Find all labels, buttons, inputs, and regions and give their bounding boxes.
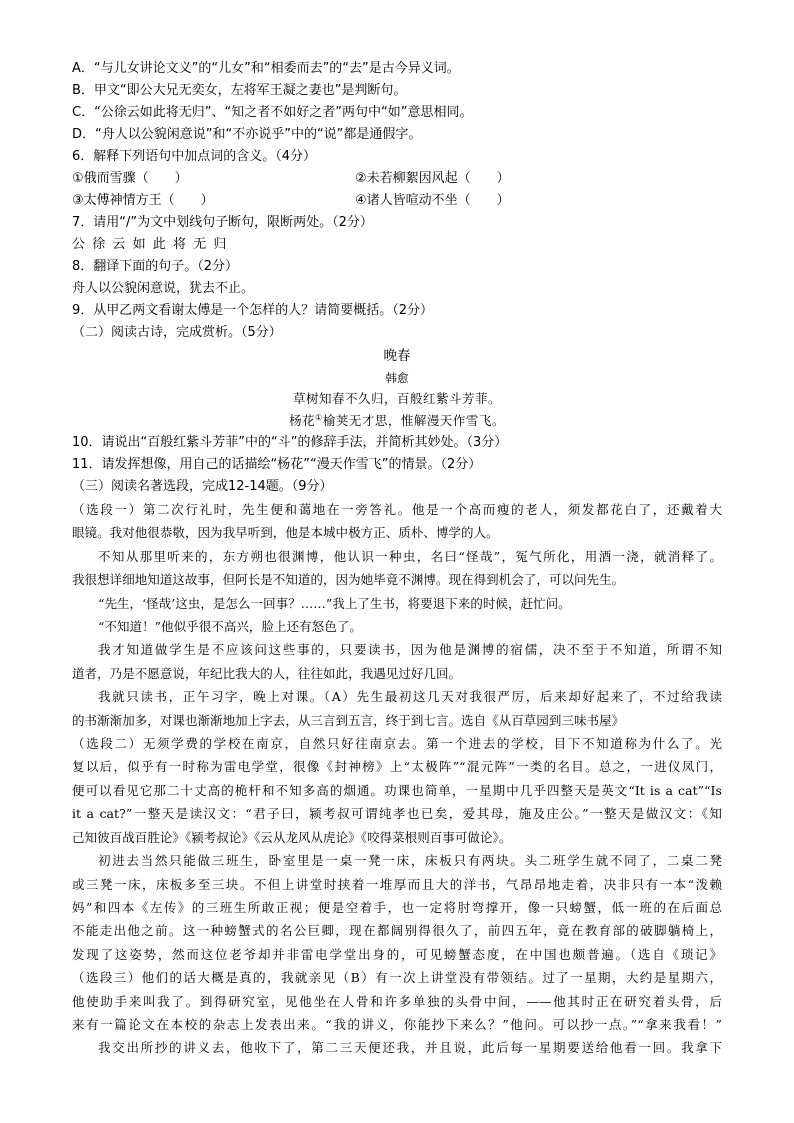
footnote-marker: ①	[315, 412, 323, 422]
passage-line: 道者，乃是不愿意说，年纪比我大的人，往往如此，我遇见过好几回。	[72, 665, 462, 681]
passage-line: 或三凳一床，床板多至三块。不但上讲堂时挟着一堆厚而且大的洋书，气昂昂地走着，决非只有一本“泼赖	[72, 876, 722, 892]
passage-line: 己知彼百战百胜论》《颍考叔论》《云从龙风从虎论》《咬得菜根则百事可做论》。	[72, 829, 512, 845]
exam-page	[72, 58, 722, 1060]
poem-line-1: 草树知春不久归，百般红紫斗芳菲。	[292, 391, 501, 406]
passage-line: 我交出所抄的讲义去，他收下了，第二三天便还我，并且说，此后每一星期要送给他看一回。我拿下	[98, 1040, 722, 1056]
question-8: 8．翻译下面的句子。（2分）	[72, 259, 239, 274]
passage-line: 便可以看见它那二十丈高的桅杆和不知多高的烟通。功课也简单，一星期中几乎四整天是英文“It is a cat”“Is	[72, 782, 722, 798]
q6-item-4: ④诸人皆喧动不坐（ ）	[355, 193, 510, 208]
passage-line: “先生，‘怪哉’这虫，是怎么一回事？……”我上了生书，将要退下来的时候，赶忙问。	[98, 595, 571, 611]
question-7-sentence: 公徐云如此将无归	[72, 237, 234, 252]
passage-line: （选段一）第二次行礼时，先生便和蔼地在一旁答礼。他是一个高而瘦的老人，须发都花白了，还戴着大	[72, 502, 722, 517]
section-2-heading: （二）阅读古诗，完成赏析。（5分）	[72, 325, 282, 340]
passage-line: 初进去当然只能做三班生，卧室里是一桌一凳一床，床板只有两块。头二班学生就不同了，二桌二凳	[98, 853, 722, 869]
poem-line-2-pre: 杨花	[289, 413, 316, 428]
passage-line: （选段三）他们的话大概是真的，我就亲见（B）有一次上讲堂没有带领结。过了一星期，大约是星期六，	[72, 970, 722, 986]
passage-line: 我很想详细地知道这故事，但阿长是不知道的，因为她毕竟不渊博。现在得到机会了，可以问先生。	[72, 572, 625, 588]
question-6: 6．解释下列语句中加点词的含义。（4分）	[72, 149, 317, 164]
passage-line: 复以后，似乎有一时称为雷电学堂，很像《封神榜》上“太极阵”“混元阵”一类的名目。总之，一进仪凤门，	[72, 759, 722, 775]
question-6-items-row1	[72, 168, 722, 190]
passage-line: 我就只读书，正午习字，晚上对课。（A）先生最初这几天对我很严厉，后来却好起来了，不过给我读	[98, 689, 722, 705]
question-10: 10．请说出“百般红紫斗芳菲”中的“斗”的修辞手法，并简析其妙处。（3分）	[72, 435, 508, 450]
passage-line: 的书渐渐加多，对课也渐渐地加上字去，从三言到五言，终于到七言。选自《从百草园到三味书屋》	[72, 712, 625, 728]
passage-line: 妈”和四本《左传》的三班生所敢正视；便是空着手，也一定将肘弯撑开，像一只螃蟹，低一班的在后面总	[72, 899, 722, 915]
q6-item-1: ①俄而雪骤（ ）	[72, 171, 188, 186]
question-8-sentence: 舟人以公貌闲意说，犹去不止。	[72, 281, 255, 296]
question-6-items-row2	[72, 190, 722, 212]
option-c: C．“公徐云如此将无归”、“知之者不如好之者”两句中“如”意思相同。	[72, 105, 473, 120]
passage-line: “不知道！”他似乎很不高兴，脸上还有怒色了。	[98, 619, 362, 635]
passage-line: 不能走出他之前。这一种螃蟹式的名公巨卿，现在都阔别得很久了，前四五年，竟在教育部的破脚躺椅上，	[72, 923, 722, 939]
option-d: D．“舟人以公貌闲意说”和“不亦说乎”中的“说”都是通假字。	[72, 127, 422, 142]
passage-line: 我才知道做学生是不应该问这些事的，只要读书，因为他是渊博的宿儒，决不至于不知道，所谓不知	[98, 642, 722, 658]
passage-line: 他使助手来叫我了。到得研究室，见他坐在人骨和许多单独的头骨中间，——他其时正在研究着头骨，后	[72, 993, 722, 1009]
passage-line: 来有一篇论文在本校的杂志上发表出来。“我的讲义，你能抄下来么？”他问。可以抄一点。”“拿来我看！”	[72, 1016, 722, 1032]
passage-line: 眼镜。我对他很恭敬，因为我早听到，他是本城中极方正、质朴、博学的人。	[72, 525, 499, 541]
poem-title: 晚春	[383, 348, 411, 364]
option-b: B．甲文“即公大兄无奕女，左将军王凝之妻也”是判断句。	[72, 83, 407, 98]
q6-item-2: ②未若柳絮因风起（ ）	[355, 171, 510, 186]
section-3-heading: （三）阅读名著选段，完成12-14题。（9分）	[72, 479, 333, 494]
passage-line: 发现了这姿势，然而这位老爷却并非雷电学堂出身的，可见螃蟹态度，在中国也颇普遍。（选自《琐记》	[72, 946, 722, 962]
option-a: A．“与儿女讲论文义”的“儿女”和“相委而去”的“去”是古今异义词。	[72, 61, 460, 76]
poem-line-2	[72, 410, 722, 432]
q6-item-3: ③太傅神情方王（ ）	[72, 193, 214, 208]
question-9: 9．从甲乙两文看谢太傅是一个怎样的人？请简要概括。（2分）	[72, 303, 434, 318]
poem-line-2-post: 榆荚无才思，惟解漫天作雪飞。	[322, 413, 505, 428]
passage-line: 不知从那里听来的，东方朔也很渊博，他认识一种虫，名曰“怪哉”，冤气所化，用酒一浇，就消释了。	[98, 548, 722, 564]
question-11: 11．请发挥想像，用自己的话描绘“杨花”“漫天作雪飞”的情景。（2分）	[72, 457, 482, 472]
poem-author: 韩愈	[385, 371, 409, 385]
passage-line: it a cat?”一整天是读汉文：“君子曰，颍考叔可谓纯孝也已矣，爱其母，施及庄公。”一整天是做汉文：《知	[72, 806, 722, 822]
question-7: 7．请用“/”为文中划线句子断句，限断两处。（2分）	[72, 215, 373, 230]
passage-line: （选段二）无须学费的学校在南京，自然只好往南京去。第一个进去的学校，目下不知道称为什么了。光	[72, 736, 722, 752]
